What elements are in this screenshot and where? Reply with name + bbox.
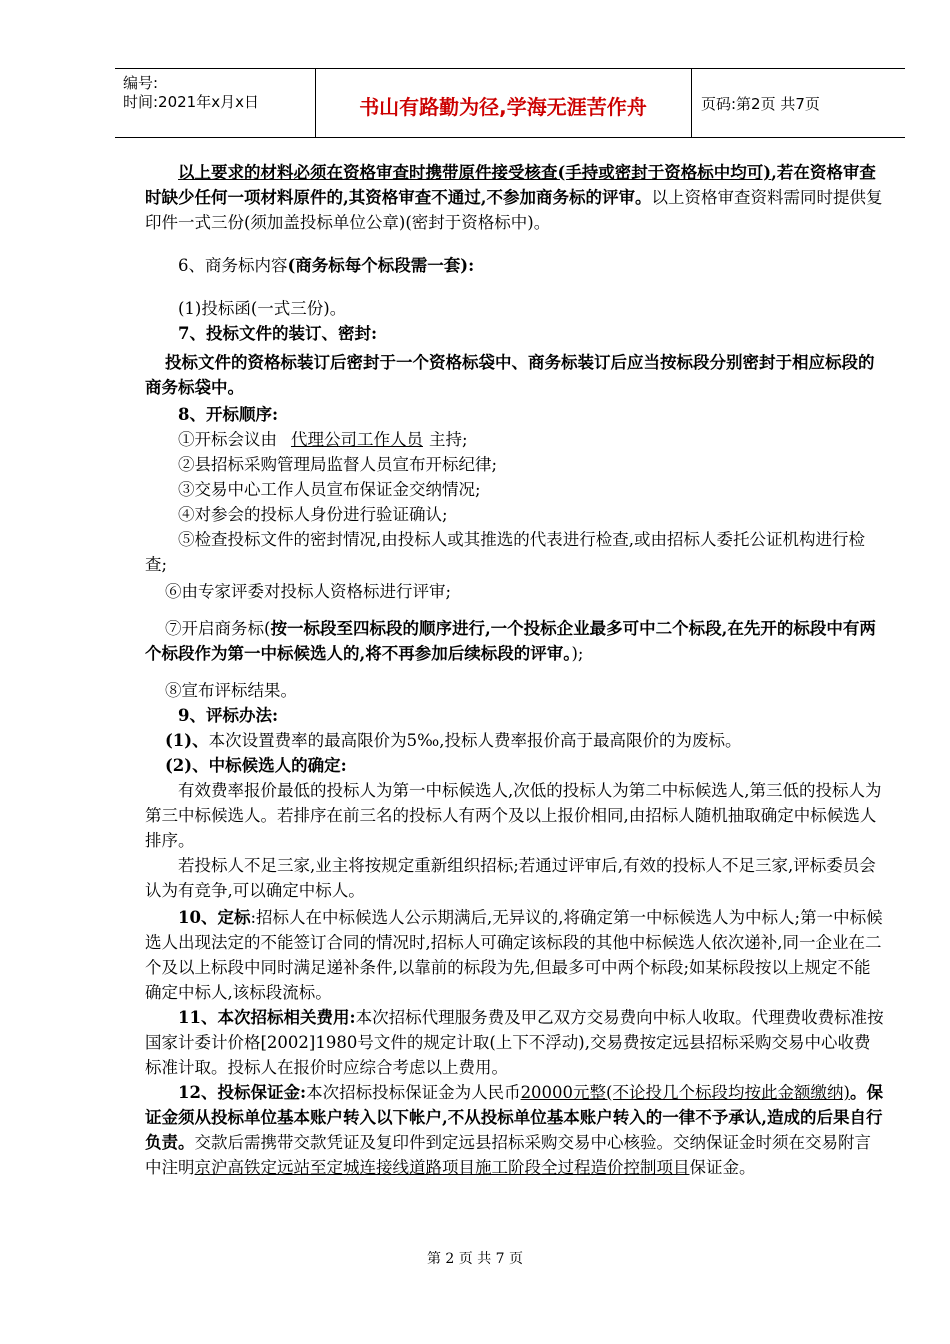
- section-10: [145, 905, 885, 1005]
- paragraph-requirements: [145, 160, 885, 235]
- section-9-item-2: (2)、中标候选人的确定:: [165, 756, 347, 775]
- header-page-cell: [691, 69, 905, 137]
- order-item-6: ⑥由专家评委对投标人资格标进行评审;: [165, 582, 452, 601]
- document-body: [145, 160, 885, 1180]
- header-number-label: 编号:: [123, 74, 159, 92]
- section-12-bold: 。保证金须从投标单位基本账户转入以下帐户,不从投标单位基本账户转入的一律不予承认,造成的后果自行负责。: [145, 1083, 883, 1152]
- section-11-title: 11、本次招标相关费用:: [178, 1008, 356, 1027]
- order-item-7-c: );: [571, 644, 584, 663]
- section-10-text: :招标人在中标候选人公示期满后,无异议的,将确定第一中标候选人为中标人;第一中标候选人出现法定的不能签订合同的情况时,招标人可确定该标段的其他中标候选人依次递补,同一企业在二个及以上标段中同时满足递补条件,以靠前的标段为先,但最多可中两个标段;如某标段按以上规定不能确定中标人,该标段流标。: [145, 908, 883, 1002]
- section-9-heading: 9、评标办法:: [178, 706, 279, 725]
- order-item-1: [145, 427, 885, 452]
- section-9-item-1-label: (1)、: [165, 731, 209, 750]
- section-7-heading: 7、投标文件的装订、密封:: [178, 324, 378, 343]
- order-item-3: ③交易中心工作人员宣布保证金交纳情况;: [178, 480, 481, 499]
- section-6-subtitle: (商务标每个标段需一套):: [287, 256, 475, 275]
- section-10-title: 10、定标: [178, 908, 251, 927]
- section-12-amount: 20000元整(不论投几个标段均按此金额缴纳): [520, 1083, 850, 1102]
- header-motto: 书山有路勤为径,学海无涯苦作舟: [359, 95, 647, 119]
- requirements-normal: 以上资格审查资料需同时提供复印件一式三份(须加盖投标单位公章)(密封于资格标中)。: [145, 188, 883, 232]
- section-12-title: 12、投标保证金:: [178, 1083, 307, 1102]
- order-item-1-b: 代理公司工作人员: [291, 430, 423, 449]
- section-12: [145, 1080, 885, 1180]
- order-item-7-b: 按一标段至四标段的顺序进行,一个投标企业最多可中二个标段,在先开的标段中有两个标段作为第一中标候选人的,将不再参加后续标段的评审。: [145, 619, 876, 663]
- section-6-item-1: (1)投标函(一式三份)。: [178, 299, 347, 318]
- header-page-info: 页码:第2页 共7页: [701, 95, 820, 113]
- section-9-item-1-text: 本次设置费率的最高限价为5‰,投标人费率报价高于最高限价的为废标。: [208, 731, 742, 750]
- order-item-2: ②县招标采购管理局监督人员宣布开标纪律;: [178, 455, 498, 474]
- section-9-item-3-text: 若投标人不足三家,业主将按规定重新组织招标;若通过评审后,有效的投标人不足三家,评标委员会认为有竞争,可以确定中标人。: [145, 856, 876, 900]
- order-item-8: ⑧宣布评标结果。: [165, 681, 297, 700]
- header-motto-cell: [315, 69, 692, 137]
- section-9-item-1: [145, 728, 885, 753]
- section-12-text-a: 本次招标投标保证金为人民币: [306, 1083, 521, 1102]
- section-12-text-b: 交款后需携带交款凭证及复印件到定远县招标采购交易中心核验。交纳保证金时须在交易附言中注明: [145, 1133, 871, 1177]
- order-item-4: ④对参会的投标人身份进行验证确认;: [178, 505, 448, 524]
- section-8-heading: 8、开标顺序:: [178, 405, 279, 424]
- page-footer: 第 2 页 共 7 页: [426, 1251, 524, 1267]
- order-item-1-c: 主持;: [429, 430, 468, 449]
- order-item-7: [145, 616, 885, 666]
- section-11-text: 本次招标代理服务费及甲乙双方交易费向中标人收取。代理费收费标准按国家计委计价格[2002]1980号文件的规定计取(上下不浮动),交易费按定远县招标采购交易中心收费标准计取。投标人在报价时应综合考虑以上费用。: [145, 1008, 884, 1077]
- document-header: [115, 68, 905, 138]
- section-7-text: 投标文件的资格标装订后密封于一个资格标袋中、商务标装订后应当按标段分别密封于相应标段的商务标袋中。: [145, 353, 875, 397]
- section-6-heading: [145, 253, 885, 278]
- section-9-item-2-text: 有效费率报价最低的投标人为第一中标候选人,次低的投标人为第二中标候选人,第三低的投标人为第三中标候选人。若排序在前三名的投标人有两个及以上报价相同,由招标人随机抽取确定中标候选人排序。: [145, 781, 882, 850]
- header-meta-cell: [115, 69, 316, 137]
- order-item-5: ⑤检查投标文件的密封情况,由投标人或其推选的代表进行检查,或由招标人委托公证机构进行检查;: [145, 530, 865, 574]
- requirements-underlined: 以上要求的材料必须在资格审查时携带原件接受核查(手持或密封于资格标中均可): [178, 163, 772, 182]
- order-item-1-a: ①开标会议由: [178, 430, 277, 449]
- section-12-project-name: 京沪高铁定远站至定城连接线道路项目施工阶段全过程造价控制项目: [194, 1158, 690, 1177]
- section-11: [145, 1005, 885, 1080]
- section-6-title: 6、商务标内容: [178, 256, 288, 275]
- section-12-text-c: 保证金。: [689, 1158, 756, 1177]
- header-time-label: 时间:2021年x月x日: [123, 93, 259, 111]
- order-item-7-a: ⑦开启商务标(: [165, 619, 271, 638]
- requirements-bold: ,若在资格审查时缺少任何一项材料原件的,其资格审查不通过,不参加商务标的评审。: [145, 163, 876, 207]
